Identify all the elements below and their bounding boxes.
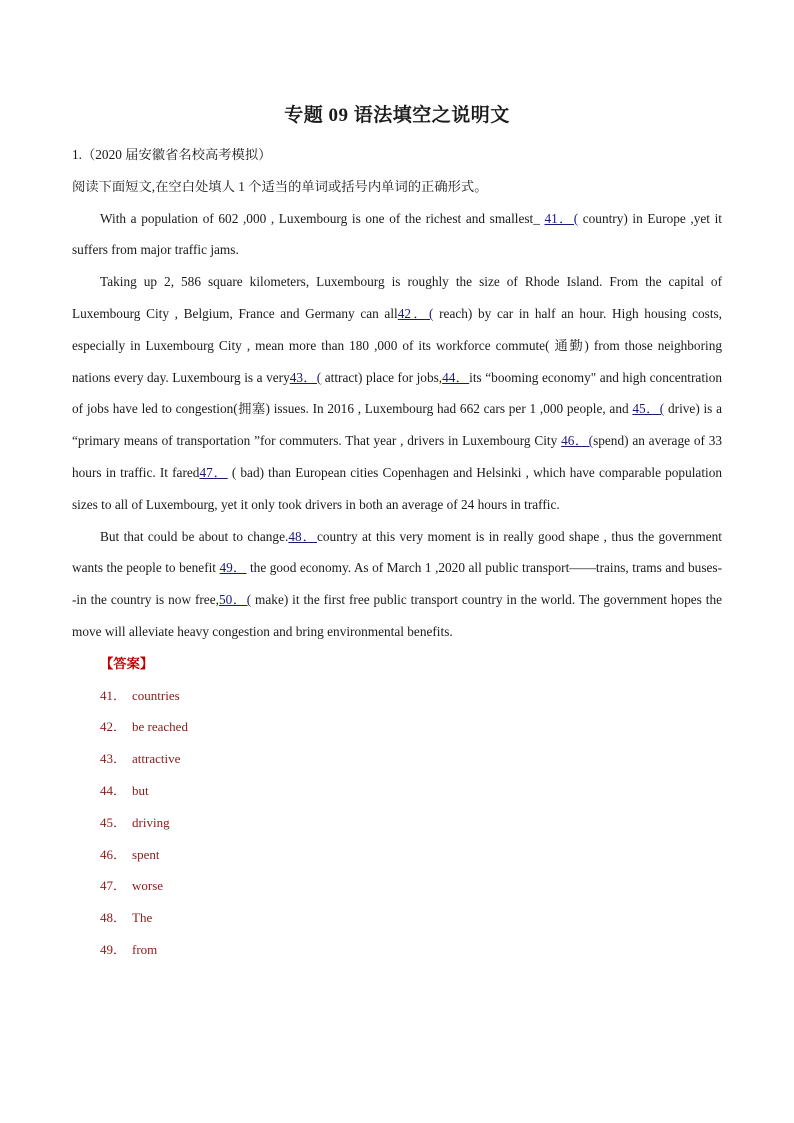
blank-44: 44． — [442, 369, 470, 385]
answer-item — [72, 807, 722, 839]
answer-number: 48． — [100, 910, 127, 926]
blank-41: 41．( — [544, 210, 579, 226]
answer-number: 46． — [100, 846, 127, 862]
passage-text: Taking up 2, 586 square kilometers, Luxembourg is roughly the size of Rhode Island. From the capital of Luxembourg City , Belgium, France and Germany can all — [72, 274, 722, 321]
answer-number: 43． — [100, 751, 127, 767]
blank-45: 45．( — [632, 401, 665, 417]
blank-47: 47． — [199, 464, 228, 480]
passage-text: But that could be about to change. — [100, 528, 289, 544]
answer-list — [72, 680, 722, 966]
answer-text: The — [132, 910, 153, 926]
passage-text: country at this very moment is in really good shape , thus the government wants the people to benefit — [72, 528, 723, 576]
passage-text: attract) place for jobs, — [321, 369, 443, 385]
page-title: 专题 09 语法填空之说明文 — [284, 105, 510, 126]
answer-number: 45． — [100, 814, 127, 830]
answer-text: spent — [132, 846, 160, 862]
passage-text: ( bad) than European cities Copenhagen and Helsinki , which have comparable population sizes to all of Luxembourg, yet it only took drivers in both an average of 24 hours in traffic. — [72, 464, 722, 512]
document-page — [72, 100, 722, 966]
passage-text: reach) by car in half an hour. High housing costs, especially in Luxembourg City , mean more than 180 ,000 of its workforce commute( 通勤) from those neighboring nations every day. Luxembourg is a very — [72, 305, 723, 385]
answer-item — [72, 775, 722, 807]
passage-text: country) in Europe ,yet it suffers from major traffic jams. — [72, 210, 722, 258]
answer-number: 44． — [100, 782, 127, 798]
blank-42: 42．( — [397, 305, 434, 321]
answer-text: countries — [132, 687, 180, 703]
passage-paragraph-2 — [72, 266, 722, 520]
answer-text: from — [132, 941, 158, 957]
answer-item — [72, 711, 722, 743]
answer-number: 41． — [100, 687, 127, 703]
question-source: 1.（2020 届安徽省名校高考模拟） — [72, 147, 272, 162]
answer-text: be reached — [132, 719, 188, 735]
passage-paragraph-3 — [72, 521, 722, 648]
blank-50: 50．( — [218, 592, 252, 608]
answer-item — [72, 902, 722, 934]
answer-number: 49． — [100, 941, 127, 957]
passage-text: make) it the first free public transport country in the world. The government hopes the move will alleviate heavy congestion and bring environmental benefits. — [72, 592, 722, 639]
answer-item — [72, 839, 722, 871]
answer-heading: 【答案】 — [100, 655, 154, 671]
blank-46: 46．( — [561, 433, 594, 449]
answer-text: driving — [132, 814, 170, 830]
answer-number: 42． — [100, 719, 127, 735]
question-instruction: 阅读下面短文,在空白处填人 1 个适当的单词或括号内单词的正确形式。 — [72, 178, 488, 194]
passage-paragraph-1 — [72, 203, 722, 267]
answer-text: but — [132, 782, 149, 798]
answer-item — [72, 680, 722, 712]
answer-item — [72, 743, 722, 775]
blank-49: 49． — [219, 560, 247, 576]
answer-number: 47． — [100, 878, 127, 894]
answer-text: worse — [132, 878, 164, 894]
passage-text: spend) an average of 33 hours in traffic. It fared — [72, 433, 722, 480]
passage-text: With a population of 602 ,000 , Luxembourg is one of the richest and smallest_ — [100, 210, 545, 226]
answer-item — [72, 870, 722, 902]
passage-text: its “booming economy" and high concentration of jobs have led to congestion(拥塞) issues. In 2016 , Luxembourg had 662 cars per 1 ,000 people, and — [72, 369, 723, 417]
answer-text: attractive — [132, 751, 181, 767]
blank-48: 48． — [288, 528, 317, 544]
passage-text: the good economy. As of March 1 ,2020 all public transport——trains, trams and buses- -in the country is now free, — [72, 560, 723, 608]
blank-43: 43．( — [289, 369, 322, 385]
passage-text: drive) is a “primary means of transportation ”for commuters. That year , drivers in Luxembourg City — [72, 401, 723, 449]
answer-item — [72, 934, 722, 966]
